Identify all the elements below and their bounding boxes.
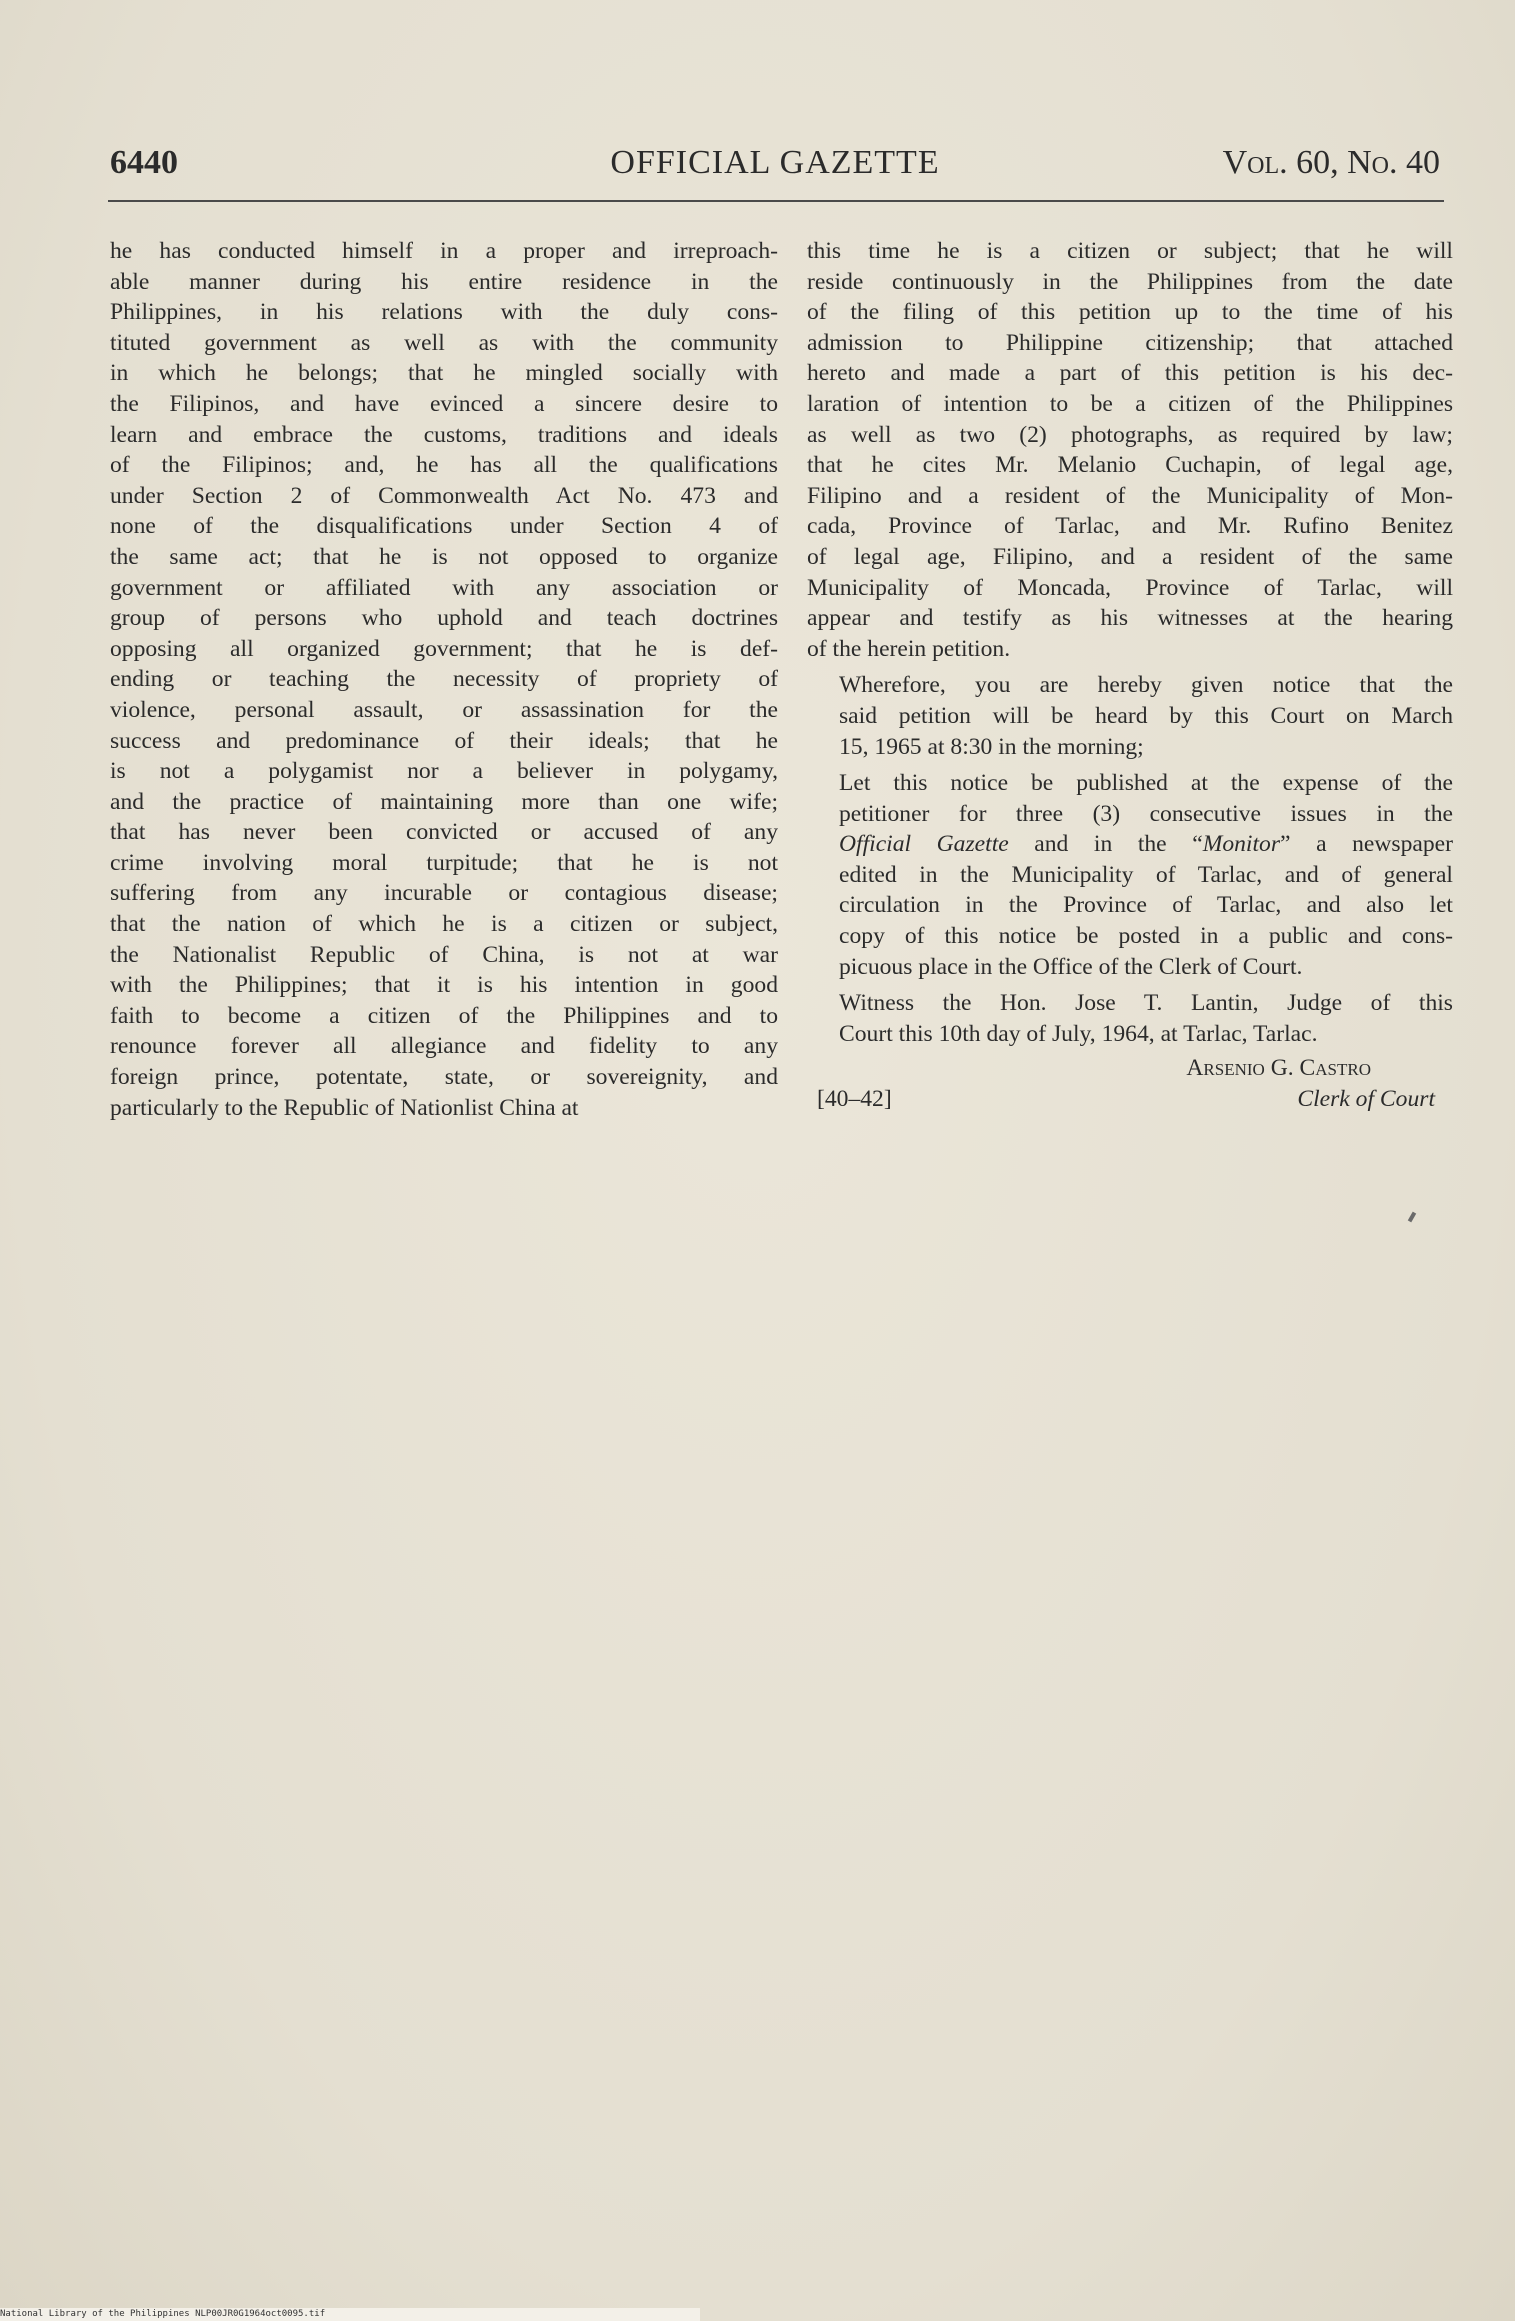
text-line: the Nationalist Republic of China, is not at war <box>110 941 778 968</box>
text-line: ending or teaching the necessity of propriety of <box>110 666 778 693</box>
text-line: that the nation of which he is a citizen or subject, <box>110 911 778 938</box>
signature-block <box>807 1053 1453 1117</box>
page-number: 6440 <box>110 144 178 181</box>
text-line: group of persons who uphold and teach doctrines <box>110 605 778 632</box>
text-line: this time he is a citizen or subject; that he will <box>807 238 1453 264</box>
text-line: foreign prince, potentate, state, or sovereignity, and <box>110 1064 778 1091</box>
text-line: he has conducted himself in a proper and irreproach- <box>110 238 778 264</box>
text-line: and the practice of maintaining more than one wife; <box>110 788 778 815</box>
text-line: suffering from any incurable or contagious disease; <box>110 880 778 907</box>
text-line: of the Filipinos; and, he has all the qualifications <box>110 452 778 479</box>
text-line: picuous place in the Office of the Clerk of Court. <box>839 953 1303 980</box>
text-line: laration of intention to be a citizen of the Philippines <box>807 390 1453 417</box>
text-line: success and predominance of their ideals; that he <box>110 727 778 754</box>
publication-paragraph <box>807 768 1453 982</box>
text-line: hereto and made a part of this petition is his dec- <box>807 360 1453 387</box>
text-line: under Section 2 of Commonwealth Act No. 473 and <box>110 482 778 509</box>
left-column <box>110 236 778 1123</box>
issue-reference: [40–42] <box>817 1086 892 1113</box>
text-line: petitioner for three (3) consecutive issues in the <box>839 800 1453 827</box>
text-line: cada, Province of Tarlac, and Mr. Rufino Benitez <box>807 513 1453 540</box>
text-line: admission to Philippine citizenship; that attached <box>807 329 1453 356</box>
text-line: as well as two (2) photographs, as required by law; <box>807 421 1453 448</box>
publication-title: OFFICIAL GAZETTE <box>610 144 940 181</box>
text-line: tituted government as well as with the community <box>110 329 778 356</box>
text-line: Philippines, in his relations with the duly cons- <box>110 299 778 326</box>
witness-paragraph <box>807 988 1453 1049</box>
petition-paragraph <box>807 236 1453 664</box>
text-line: said petition will be heard by this Court on March <box>839 702 1453 729</box>
right-column <box>807 236 1453 1117</box>
text-line: of the herein petition. <box>807 635 1011 662</box>
text-line: of the filing of this petition up to the time of his <box>807 299 1453 326</box>
stray-mark <box>1408 1212 1416 1223</box>
text-line: crime involving moral turpitude; that he is not <box>110 849 778 876</box>
text-line: Wherefore, you are hereby given notice that the <box>839 672 1453 699</box>
text-line: with the Philippines; that it is his intention in good <box>110 972 778 999</box>
text-line: that has never been convicted or accused of any <box>110 819 778 846</box>
text-line: able manner during his entire residence in the <box>110 268 778 295</box>
text-line: edited in the Municipality of Tarlac, and of general <box>839 861 1453 888</box>
newspaper-name: Monitor <box>1202 831 1281 858</box>
text-line: Court this 10th day of July, 1964, at Tarlac, Tarlac. <box>839 1020 1318 1047</box>
text-line: that he cites Mr. Melanio Cuchapin, of legal age, <box>807 452 1453 479</box>
signatory-name: Arsenio G. Castro <box>1186 1055 1371 1082</box>
text-line: of legal age, Filipino, and a resident of the same <box>807 543 1453 570</box>
volume-number: Vol. 60, No. 40 <box>1222 144 1440 181</box>
text-line: Witness the Hon. Jose T. Lantin, Judge of this <box>839 990 1453 1017</box>
notice-paragraph <box>807 670 1453 762</box>
page-header <box>110 143 1440 193</box>
text-line: Official Gazette and in the “Monitor” a newspaper <box>839 831 1453 858</box>
text-line: Municipality of Moncada, Province of Tarlac, will <box>807 574 1453 601</box>
text-line: learn and embrace the customs, traditions and ideals <box>110 421 778 448</box>
text-line: copy of this notice be posted in a public and cons- <box>839 923 1453 950</box>
text-line: faith to become a citizen of the Philippines and to <box>110 1002 778 1029</box>
text-line: in which he belongs; that he mingled socially with <box>110 360 778 387</box>
text-line: circulation in the Province of Tarlac, and also let <box>839 892 1453 919</box>
gazette-name: Official Gazette <box>839 831 1009 858</box>
text-line: reside continuously in the Philippines from the date <box>807 268 1453 295</box>
text-line: the same act; that he is not opposed to organize <box>110 543 778 570</box>
text-line: Filipino and a resident of the Municipality of Mon- <box>807 482 1453 509</box>
text-line: renounce forever all allegiance and fidelity to any <box>110 1033 778 1060</box>
text-line: 15, 1965 at 8:30 in the morning; <box>839 733 1144 760</box>
text-line: the Filipinos, and have evinced a sincere desire to <box>110 390 778 417</box>
text-line: government or affiliated with any association or <box>110 574 778 601</box>
text-line: particularly to the Republic of Nationlist China at <box>110 1094 579 1121</box>
text-line: opposing all organized government; that he is def- <box>110 635 778 662</box>
signatory-title: Clerk of Court <box>1297 1086 1435 1113</box>
header-rule <box>108 200 1444 202</box>
text-line: violence, personal assault, or assassination for the <box>110 696 778 723</box>
scan-footer: National Library of the Philippines NLP00JR0G1964oct0095.tif <box>0 2308 700 2321</box>
text-line: Let this notice be published at the expense of the <box>839 770 1453 797</box>
text-line: is not a polygamist nor a believer in polygamy, <box>110 758 778 785</box>
text-line: none of the disqualifications under Section 4 of <box>110 513 778 540</box>
text-line: appear and testify as his witnesses at the hearing <box>807 605 1453 632</box>
